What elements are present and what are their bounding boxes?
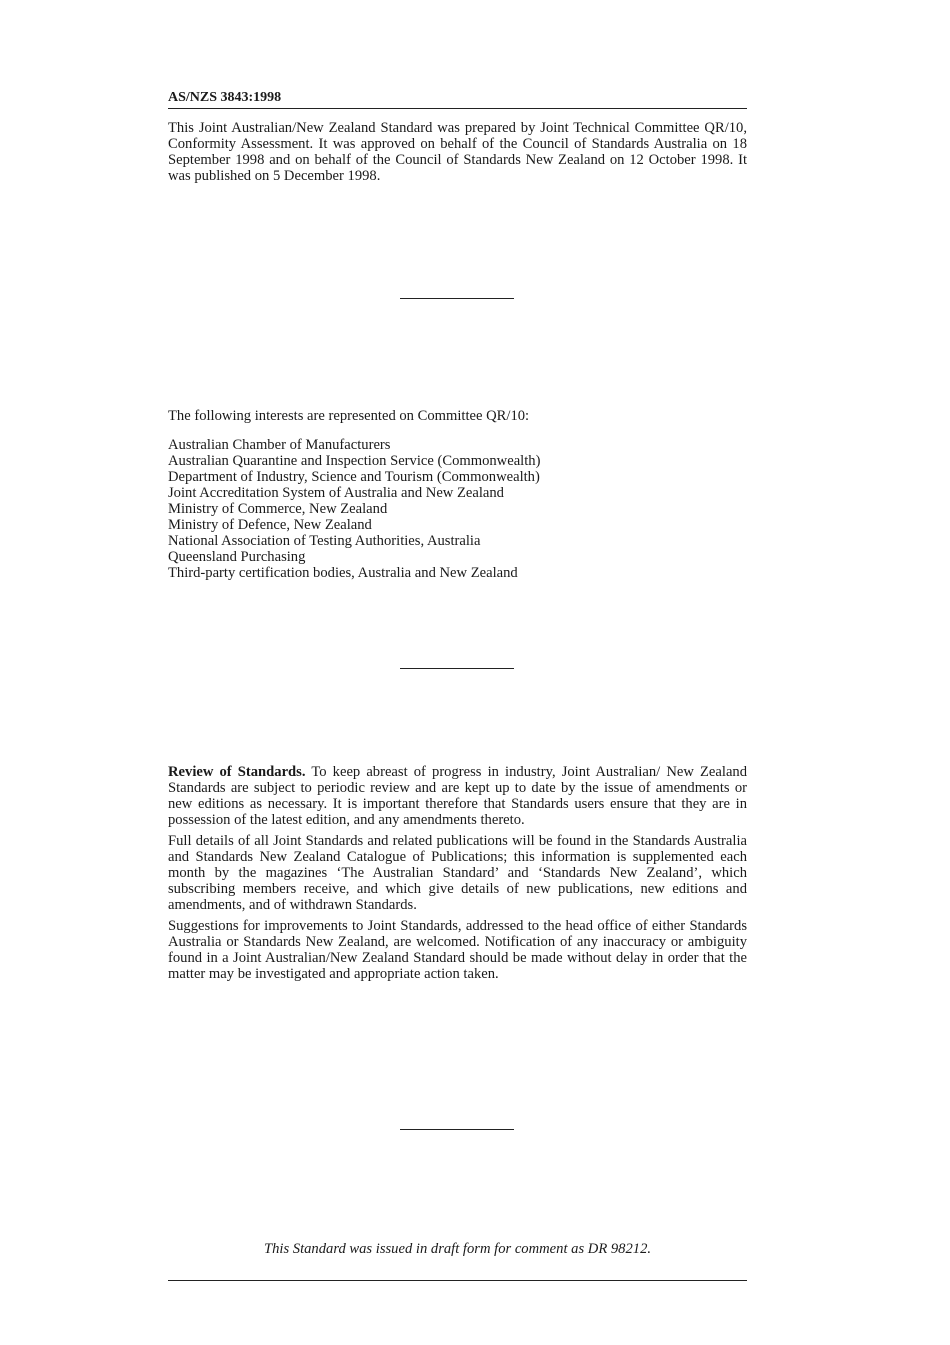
- review-paragraph: [168, 764, 747, 828]
- list-item: Australian Quarantine and Inspection Service (Commonwealth): [168, 453, 541, 469]
- separator-rule: [400, 668, 514, 669]
- list-item: Joint Accreditation System of Australia and New Zealand: [168, 485, 504, 501]
- draft-note: This Standard was issued in draft form for comment as DR 98212.: [263, 1241, 652, 1257]
- list-item: Queensland Purchasing: [168, 549, 306, 565]
- standard-code: AS/NZS 3843:1998: [168, 90, 282, 105]
- list-item: Department of Industry, Science and Tourism (Commonwealth): [168, 469, 540, 485]
- committee-intro: The following interests are represented on Committee QR/10:: [168, 408, 530, 424]
- list-item: Ministry of Defence, New Zealand: [168, 517, 372, 533]
- page-header: [168, 88, 747, 109]
- catalogue-paragraph: Full details of all Joint Standards and related publications will be found in the Standards Australia and Standards New Zealand Catalogue of Publications; this information is supplemented each month by the magazines ‘The Australian Standard’ and ‘Standards New Zealand’, which subscribing members receive, and which give details of new publications, new editions and amendments, and of withdrawn Standards.: [168, 833, 747, 913]
- list-item: Third-party certification bodies, Australia and New Zealand: [168, 565, 518, 581]
- interests-list: [168, 437, 747, 581]
- document-page: [168, 0, 747, 1345]
- suggestions-paragraph: Suggestions for improvements to Joint Standards, addressed to the head office of either Standards Australia or Standards New Zealand, are welcomed. Notification of any inaccuracy or ambiguity found in a Joint Australian/New Zealand Standard should be made without delay in order that the matter may be investigated and appropriate action taken.: [168, 918, 747, 982]
- review-section: [168, 764, 747, 987]
- list-item: Australian Chamber of Manufacturers: [168, 437, 391, 453]
- review-heading: Review of Standards.: [168, 764, 306, 780]
- list-item: Ministry of Commerce, New Zealand: [168, 501, 388, 517]
- separator-rule: [400, 298, 514, 299]
- review-text: To keep abreast of progress in industry, Joint Australian/ New Zealand Standards are subject to periodic review and are kept up to date by the issue of amendments or new editions as necessary. It is important therefore that Standards users ensure that they are in possession of the latest edition, and any amendments thereto.: [168, 764, 748, 828]
- separator-rule: [400, 1129, 514, 1130]
- footer-rule: [168, 1280, 747, 1281]
- committee-section: [168, 408, 747, 581]
- list-item: National Association of Testing Authorities, Australia: [168, 533, 481, 549]
- preparation-paragraph: This Joint Australian/New Zealand Standard was prepared by Joint Technical Committee QR/10, Conformity Assessment. It was approved on behalf of the Council of Standards Australia on 18 September 1998 and on behalf of the Council of Standards New Zealand on 12 October 1998. It was published on 5 December 1998.: [168, 120, 747, 184]
